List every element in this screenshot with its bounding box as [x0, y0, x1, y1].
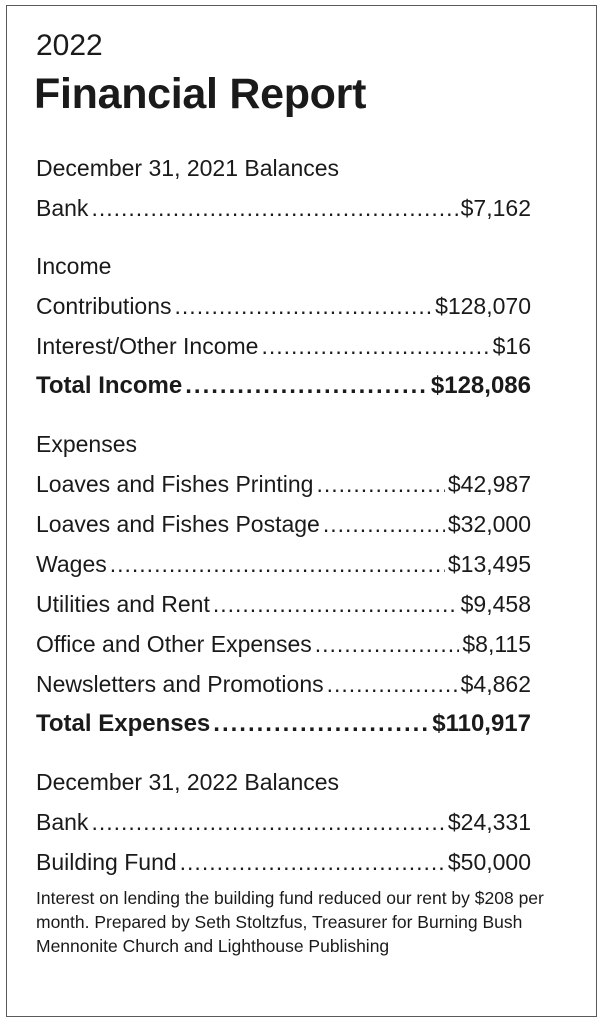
line-item-label: Wages: [36, 551, 107, 577]
line-item-loaves-and-fishes-postage: [36, 504, 531, 544]
line-item-label: Building Fund: [36, 849, 177, 875]
line-item-bank: [36, 802, 531, 842]
section-gap: [36, 406, 531, 424]
line-item-amount: $50,000: [447, 849, 531, 875]
dot-leader: [316, 464, 444, 504]
line-item-newsletters-and-promotions: [36, 664, 531, 704]
dot-leader: [175, 286, 433, 326]
line-item-label: Total Income: [36, 372, 183, 399]
line-item-label: Contributions: [36, 293, 172, 319]
line-item-wages: [36, 544, 531, 584]
line-item-amount: $9,458: [460, 591, 531, 617]
line-item-amount: $110,917: [432, 710, 531, 737]
line-item-label: Utilities and Rent: [36, 591, 210, 617]
line-item-amount: $16: [492, 333, 531, 359]
line-item-utilities-and-rent: [36, 584, 531, 624]
dot-leader: [213, 704, 429, 744]
line-item-label: Interest/Other Income: [36, 333, 259, 359]
line-item-interest-other-income: [36, 326, 531, 366]
section-gap: [36, 744, 531, 762]
dot-leader: [261, 326, 489, 366]
dot-leader: [323, 504, 445, 544]
line-item-amount: $128,086: [430, 372, 531, 399]
line-item-amount: $8,115: [462, 631, 531, 657]
line-item-label: Total Expenses: [36, 710, 211, 737]
line-item-amount: $7,162: [460, 195, 531, 221]
line-item-label: Bank: [36, 195, 89, 221]
line-item-label: Loaves and Fishes Postage: [36, 511, 320, 537]
dot-leader: [91, 802, 444, 842]
line-item-amount: $42,987: [447, 471, 531, 497]
line-item-amount: $4,862: [460, 671, 531, 697]
dot-leader: [327, 664, 458, 704]
dot-leader: [315, 624, 460, 664]
section-heading-expenses: Expenses: [36, 431, 138, 457]
line-item-label: Bank: [36, 809, 89, 835]
footnote: Interest on lending the building fund reduced our rent by $208 per month. Prepared by Seth Stoltzfus, Treasurer for Burning Bush Mennonite Church and Lighthouse Publishing: [36, 888, 544, 956]
line-item-amount: $128,070: [435, 293, 531, 319]
section-heading-december-31-2022-balances: December 31, 2022 Balances: [36, 769, 340, 795]
line-item-label: Newsletters and Promotions: [36, 671, 324, 697]
section-heading-income: Income: [36, 253, 112, 279]
section-gap: [36, 228, 531, 246]
line-item-amount: $32,000: [447, 511, 531, 537]
report-year: 2022: [36, 29, 103, 62]
line-item-loaves-and-fishes-printing: [36, 464, 531, 504]
section-heading-december-31-2021-balances: December 31, 2021 Balances: [36, 155, 340, 181]
dot-leader: [213, 584, 458, 624]
line-item-amount: $13,495: [447, 551, 531, 577]
line-item-amount: $24,331: [447, 809, 531, 835]
line-item-label: Loaves and Fishes Printing: [36, 471, 314, 497]
dot-leader: [185, 366, 428, 406]
report-sections: [36, 148, 531, 882]
line-item-office-and-other-expenses: [36, 624, 531, 664]
line-item-bank: [36, 188, 531, 228]
line-item-total-income: [36, 366, 531, 406]
report-title: Financial Report: [34, 70, 367, 118]
dot-leader: [180, 842, 445, 882]
line-item-label: Office and Other Expenses: [36, 631, 312, 657]
dot-leader: [91, 188, 457, 228]
line-item-building-fund: [36, 842, 531, 882]
line-item-contributions: [36, 286, 531, 326]
line-item-total-expenses: [36, 704, 531, 744]
dot-leader: [110, 544, 445, 584]
